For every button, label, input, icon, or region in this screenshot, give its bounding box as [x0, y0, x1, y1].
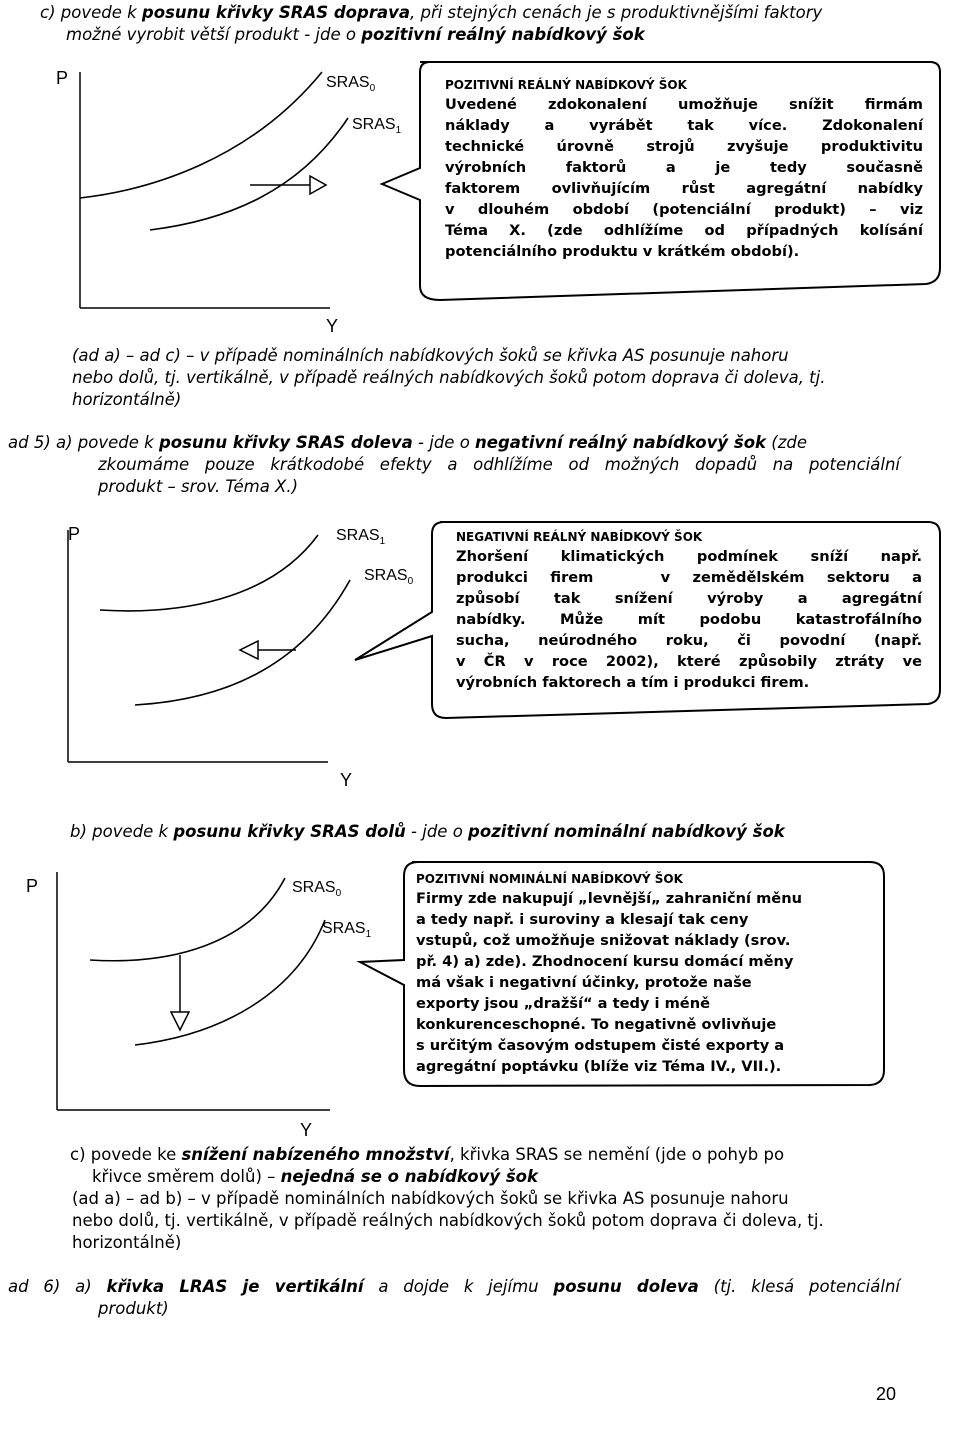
- graph3-sras0-label: $SRAS_0$: [292, 879, 342, 900]
- ad6-line1: ad 6) a) křivka LRAS je vertikální a dojde k jejímu posunu doleva (tj. klesá potenciální: [8, 1277, 901, 1296]
- graph1-p-label: P: [56, 68, 69, 88]
- graph2-sras1-label: $SRAS_1$: [336, 527, 386, 548]
- section-c2-line4: nebo dolů, tj. vertikálně, v případě reálných nabídkových šoků potom doprava či doleva, tj.: [72, 1211, 824, 1230]
- callout-line: výrobních faktorech a tím i produkci firem.: [456, 674, 810, 691]
- callout-line: výrobních faktorů a je tedy současně: [445, 159, 923, 176]
- graph2-sras0-label: $SRAS_0$: [364, 567, 414, 588]
- graph2-shift-arrow: [240, 641, 296, 659]
- ad5-line3: produkt – srov. Téma X.): [98, 477, 299, 496]
- callout-line: náklady a vyrábět tak více. Zdokonalení: [445, 117, 923, 134]
- graph2-callout-title: NEGATIVNÍ REÁLNÝ NABÍDKOVÝ ŠOK: [456, 530, 703, 544]
- graph1-callout-text: [445, 76, 923, 262]
- section-c-line2: možné vyrobit větší produkt - jde o pozitivní reálný nabídkový šok: [66, 25, 645, 44]
- graph3-callout-text: [416, 870, 878, 1077]
- graph1-curve-sras0: [80, 72, 322, 198]
- callout-line: Firmy zde nakupují „levnější„ zahraniční měnu: [416, 890, 802, 907]
- callout-line: faktorem ovlivňujícím růst agregátní nabídky: [445, 180, 923, 197]
- callout-line: v ČR v roce 2002), které způsobily ztráty ve: [456, 653, 922, 670]
- graph2-curve-sras0: [135, 580, 350, 705]
- graph2-callout-text: [456, 528, 922, 693]
- callout-line: a tedy např. i suroviny a klesají tak ceny: [416, 911, 749, 928]
- graph1-axes: [80, 72, 330, 308]
- note1-line2: nebo dolů, tj. vertikálně, v případě reálných nabídkových šoků potom doprava či doleva, tj.: [72, 368, 826, 387]
- callout-line: potenciálního produktu v krátkém období).: [445, 243, 800, 260]
- callout-line: exporty jsou „dražší“ a tedy i méně: [416, 995, 710, 1012]
- graph1-sras0-label: $SRAS_0$: [326, 74, 376, 95]
- callout-line: Uvedené zdokonalení umožňuje snížit firmám: [445, 96, 923, 113]
- callout-line: Téma X. (zde odhlížíme od případných kolísání: [445, 222, 923, 239]
- graph3-p-label: P: [26, 876, 39, 896]
- page-number: 20: [876, 1384, 897, 1404]
- callout-line: produkci firem v zemědělském sektoru a: [456, 569, 922, 586]
- graph2-p-label: P: [68, 524, 81, 544]
- ad5-line1: ad 5) a) povede k posunu křivky SRAS doleva - jde o negativní reálný nabídkový šok (zde: [8, 433, 807, 452]
- section-c2-line5: horizontálně): [72, 1233, 182, 1252]
- callout-line: nabídky. Může mít podobu katastrofálního: [456, 611, 922, 628]
- callout-line: způsobí tak snížení výroby a agregátní: [456, 590, 922, 607]
- graph3-sras1-label: $SRAS_1$: [322, 920, 372, 941]
- note1-line3: horizontálně): [72, 390, 182, 409]
- section-b-heading: b) povede k posunu křivky SRAS dolů - jde o pozitivní nominální nabídkový šok: [70, 822, 785, 841]
- section-c2-line3: (ad a) – ad b) – v případě nominálních nabídkových šoků se křivka AS posunuje nahoru: [72, 1189, 789, 1208]
- graph1-y-label: Y: [326, 316, 339, 336]
- graph1-callout-title: POZITIVNÍ REÁLNÝ NABÍDKOVÝ ŠOK: [445, 78, 687, 92]
- graph3-axes: [57, 872, 330, 1110]
- callout-line: sucha, neúrodného roku, či povodní (např.: [456, 632, 922, 649]
- callout-line: v dlouhém období (potenciální produkt) – viz: [445, 201, 923, 218]
- graph3-curve-sras1: [135, 920, 325, 1045]
- section-c2-line1: c) povede ke snížení nabízeného množství, křivka SRAS se nemění (jde o pohyb po: [70, 1145, 785, 1164]
- graph1-shift-arrow: [250, 176, 326, 194]
- graph3-shift-arrow: [171, 955, 189, 1030]
- graph3-curve-sras0: [90, 878, 285, 961]
- callout-line: s určitým časovým odstupem čisté exporty a: [416, 1037, 785, 1054]
- graph3-callout-title: POZITIVNÍ NOMINÁLNÍ NABÍDKOVÝ ŠOK: [416, 872, 683, 886]
- callout-line: agregátní poptávku (blíže viz Téma IV., VII.).: [416, 1058, 782, 1075]
- callout-line: technické úrovně strojů zvyšuje produktivitu: [445, 138, 923, 155]
- ad6-line2: produkt): [98, 1299, 169, 1318]
- callout-line: Zhoršení klimatických podmínek sníží např.: [456, 548, 922, 565]
- callout-line: konkurenceschopné. To negativně ovlivňuje: [416, 1016, 777, 1033]
- graph2-curve-sras1: [100, 535, 318, 611]
- callout-line: má však i negativní účinky, protože naše: [416, 974, 752, 991]
- graph3-y-label: Y: [300, 1120, 313, 1140]
- section-c2-line2: křivce směrem dolů) – nejedná se o nabídkový šok: [92, 1167, 538, 1186]
- callout-line: př. 4) a) zde). Zhodnocení kursu domácí měny: [416, 953, 794, 970]
- callout-line: vstupů, což umožňuje snižovat náklady (srov.: [416, 932, 791, 949]
- section-c-line1: c) povede k posunu křivky SRAS doprava, při stejných cenách je s produktivnějšími faktory: [40, 3, 823, 22]
- ad5-line2: zkoumáme pouze krátkodobé efekty a odhlížíme od možných dopadů na potenciální: [98, 455, 900, 474]
- graph1-sras1-label: $SRAS_1$: [352, 116, 402, 137]
- graph2-y-label: Y: [340, 770, 353, 790]
- note1-line1: (ad a) – ad c) – v případě nominálních nabídkových šoků se křivka AS posunuje nahoru: [72, 346, 789, 365]
